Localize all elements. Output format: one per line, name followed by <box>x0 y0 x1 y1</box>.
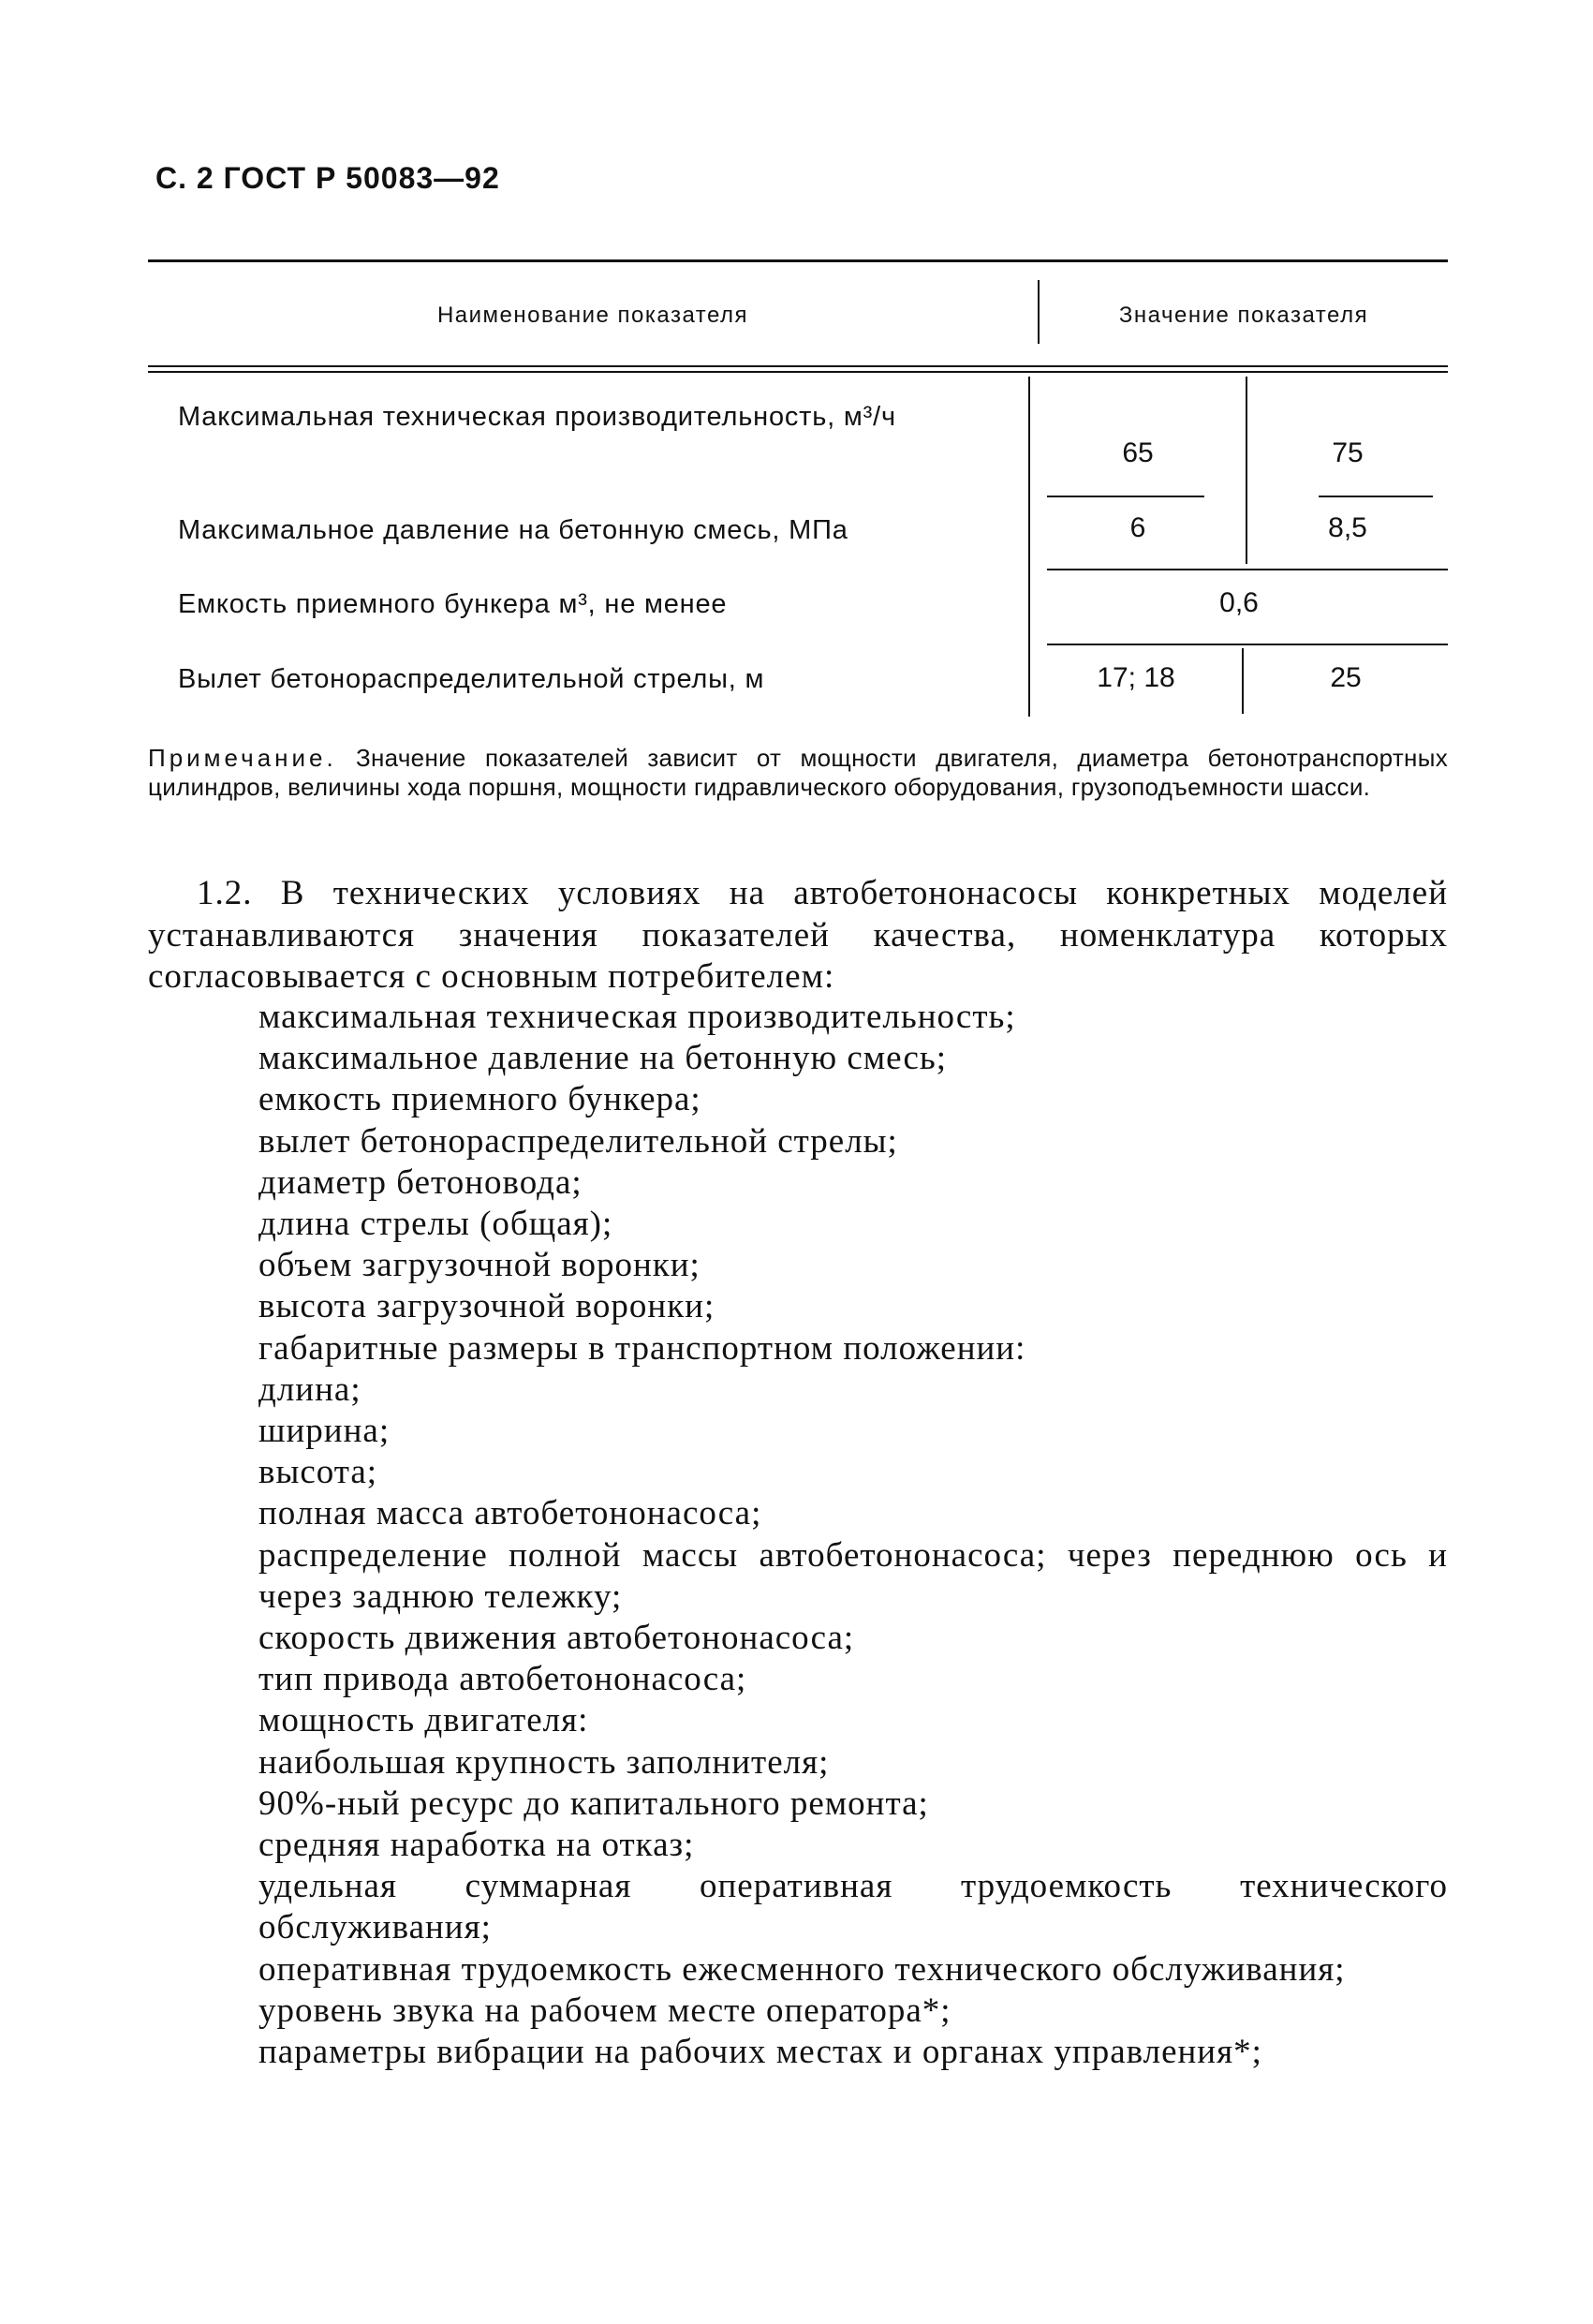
list-item: наибольшая крупность заполнителя; <box>258 1742 830 1782</box>
list-item: длина стрелы (общая); <box>258 1205 613 1244</box>
list-item: ширина; <box>258 1412 391 1451</box>
table-header-rule-1 <box>148 365 1448 367</box>
row-label-hopper-capacity: Емкость приемного бункера м³, не менее <box>178 589 728 619</box>
list-item: оперативная трудоемкость ежесменного технического обслуживания; <box>258 1949 1346 1989</box>
list-item: вылет бетонораспределительной стрелы; <box>258 1121 898 1161</box>
table-header-rule-2 <box>148 371 1448 373</box>
value-boom-reach-1: 17; 18 <box>1097 662 1175 693</box>
list-item: диаметр бетоновода; <box>258 1162 583 1202</box>
value-row-rule-3 <box>1047 644 1448 645</box>
column-header-value: Значение показателя <box>1118 303 1369 328</box>
list-item: уровень звука на рабочем месте оператора*; <box>258 1991 951 2030</box>
page-header: С. 2 ГОСТ Р 50083—92 <box>155 161 500 195</box>
quality-indicator-list <box>258 997 1448 2073</box>
note-text: Значение показателей зависит от мощности двигателя, диаметра бетонотранспортных цилиндров, величины хода поршня, мощности гидравлического оборудования, грузоподъемности шасси. <box>148 744 1448 801</box>
table-note <box>148 744 1448 802</box>
value-boom-reach-2: 25 <box>1330 662 1362 693</box>
list-item: параметры вибрации на рабочих местах и органах управления*; <box>258 2033 1262 2072</box>
list-item: емкость приемного бункера; <box>258 1080 701 1119</box>
value-hopper-capacity: 0,6 <box>1219 587 1259 618</box>
row-label-boom-reach: Вылет бетонораспределительной стрелы, м <box>178 664 765 694</box>
list-item: распределение полной массы автобетононасоса; через переднюю ось и через заднюю тележку; <box>258 1535 1448 1616</box>
list-item: мощность двигателя: <box>258 1701 589 1740</box>
list-item: максимальное давление на бетонную смесь; <box>258 1039 948 1078</box>
note-title: Примечание. <box>148 744 337 772</box>
value-productivity-2: 75 <box>1332 437 1364 468</box>
list-item: полная масса автобетононасоса; <box>258 1494 762 1533</box>
list-item: средняя наработка на отказ; <box>258 1826 695 1865</box>
value-pressure-1: 6 <box>1129 512 1146 543</box>
list-item: объем загрузочной воронки; <box>258 1246 701 1285</box>
list-item: тип привода автобетононасоса; <box>258 1660 747 1699</box>
list-item: высота; <box>258 1453 378 1492</box>
value-row-rule-2 <box>1047 569 1448 570</box>
list-item: длина; <box>258 1369 361 1409</box>
list-item: высота загрузочной воронки; <box>258 1287 715 1326</box>
list-item: 90%-ный ресурс до капитального ремонта; <box>258 1784 929 1823</box>
table-top-rule <box>148 259 1448 262</box>
value-row-rule-1 <box>1047 496 1204 497</box>
value-row-rule-1b <box>1319 496 1433 497</box>
indicator-table <box>148 259 1448 717</box>
list-item: максимальная техническая производительность; <box>258 998 1016 1036</box>
section-paragraph: 1.2. В технических условиях на автобетононасосы конкретных моделей устанавливаются значения показателей качества, номенклатура которых согласовывается с основным потребителем: <box>148 874 1448 996</box>
value-productivity-1: 65 <box>1122 437 1154 468</box>
list-item: удельная суммарная оперативная трудоемкость технического обслуживания; <box>258 1867 1448 1947</box>
column-header-name: Наименование показателя <box>436 303 749 328</box>
list-item: скорость движения автобетононасоса; <box>258 1619 855 1658</box>
row-label-pressure: Максимальное давление на бетонную смесь, МПа <box>178 515 848 545</box>
row-label-productivity: Максимальная техническая производительность, м³/ч <box>178 402 896 432</box>
value-pressure-2: 8,5 <box>1328 512 1367 543</box>
list-item: габаритные размеры в транспортном положении: <box>258 1328 1026 1368</box>
